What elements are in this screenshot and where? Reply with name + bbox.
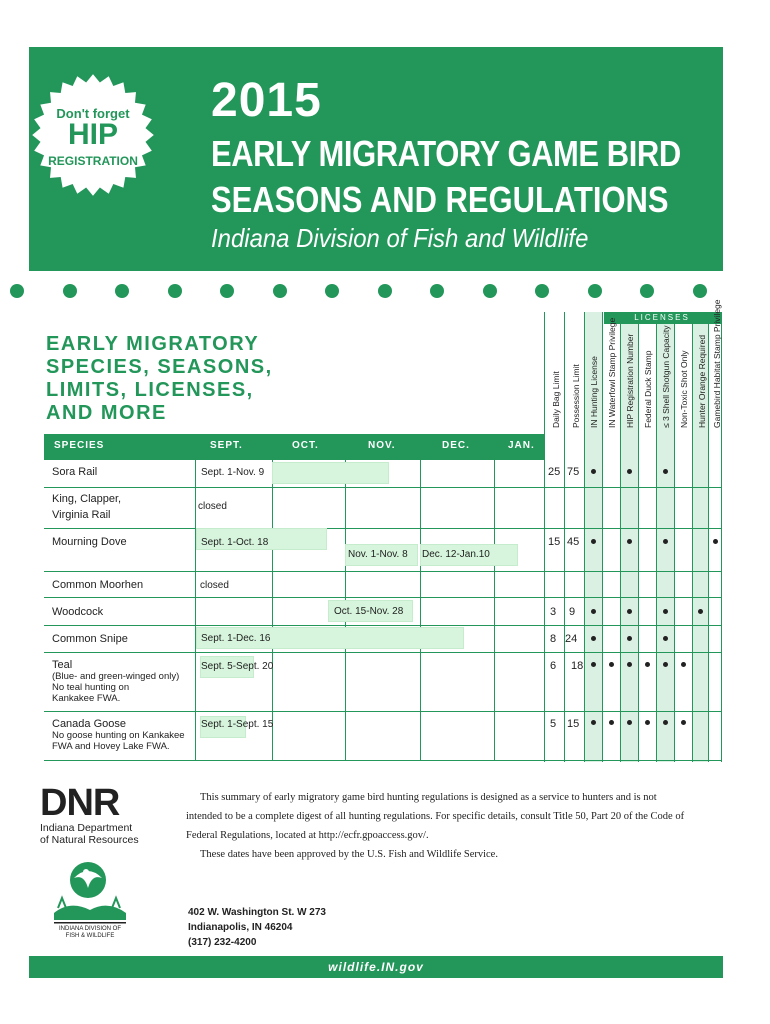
daily-bag-limit: 8	[550, 633, 557, 645]
decorative-dot	[693, 284, 707, 298]
possession-limit: 24	[565, 633, 578, 645]
license-label: Non-Toxic Shot Only	[679, 350, 689, 428]
decorative-dot	[168, 284, 182, 298]
daily-bag-limit: 6	[550, 660, 557, 672]
species-header: SPECIES	[54, 440, 105, 451]
row-divider	[44, 571, 722, 572]
licenses-group-header	[604, 312, 722, 324]
badge-line2: HIP	[67, 118, 118, 151]
possession-limit: 75	[567, 466, 580, 478]
section-heading-line: AND MORE	[46, 402, 167, 424]
license-required-dot	[609, 662, 614, 667]
month-grid-line	[420, 460, 421, 760]
decorative-dot	[325, 284, 339, 298]
license-required-dot	[627, 539, 632, 544]
daily-bag-limit: 25	[548, 466, 561, 478]
header-year: 2015	[211, 74, 322, 127]
license-required-dot	[663, 720, 668, 725]
section-heading-line: EARLY MIGRATORY	[46, 333, 260, 355]
month-header-sept: SEPT.	[210, 440, 243, 451]
season-bar	[272, 462, 389, 484]
summary-paragraph: These dates have been approved by the U.S. Fish and Wildlife Service.	[200, 849, 498, 860]
summary-text	[186, 788, 686, 864]
license-required-dot	[591, 539, 596, 544]
season-dates: Sept. 1-Oct. 18	[201, 537, 269, 548]
badge-line3: REGISTRATION	[48, 154, 138, 168]
address-line: Indianapolis, IN 46204	[188, 922, 293, 933]
season-dates: Oct. 15-Nov. 28	[334, 606, 404, 617]
daily-bag-limit: 5	[550, 718, 557, 730]
row-divider	[44, 711, 722, 712]
decorative-dot	[535, 284, 549, 298]
license-required-dot	[591, 469, 596, 474]
row-divider	[44, 760, 722, 761]
species-header-bar	[44, 434, 544, 460]
daily-bag-limit: 15	[548, 536, 561, 548]
footer-bar	[29, 956, 723, 978]
season-dates: Dec. 12-Jan.10	[422, 549, 490, 560]
license-required-dot	[627, 609, 632, 614]
decorative-dot	[640, 284, 654, 298]
row-divider	[44, 597, 722, 598]
dnr-logo	[40, 784, 139, 846]
license-required-dot	[663, 609, 668, 614]
license-required-dot	[681, 662, 686, 667]
license-required-dot	[681, 720, 686, 725]
month-header-oct: OCT.	[292, 440, 319, 451]
license-label: Federal Duck Stamp	[643, 350, 653, 428]
address-block	[188, 905, 326, 950]
species-name: Teal	[52, 659, 73, 671]
row-divider	[44, 652, 722, 653]
license-label: ≤ 3 Shell Shotgun Capacity	[661, 325, 671, 428]
dnr-sub-line1: Indiana Department	[40, 822, 133, 834]
species-name: Virginia Rail	[52, 509, 111, 521]
license-label: Possession Limit	[571, 364, 581, 428]
license-required-dot	[698, 609, 703, 614]
species-name: Common Snipe	[52, 633, 128, 645]
license-required-dot	[627, 469, 632, 474]
license-label: Gamebird Habitat Stamp Privilege	[712, 299, 722, 428]
website-link[interactable]: wildlife.IN.gov	[328, 960, 424, 974]
license-required-dot	[645, 720, 650, 725]
license-required-dot	[591, 662, 596, 667]
decorative-dot	[220, 284, 234, 298]
license-required-dot	[627, 662, 632, 667]
month-header-dec: DEC.	[442, 440, 470, 451]
dnr-logo-text: DNR	[40, 782, 120, 824]
month-grid-line	[195, 460, 196, 760]
season-dates: Nov. 1-Nov. 8	[348, 549, 408, 560]
fish-wildlife-logo	[50, 858, 130, 943]
summary-paragraph: This summary of early migratory game bird hunting regulations is designed as a service to hunters and is not intended to be a complete digest of all hunting regulations. For specific details, consult Title 50, Part 20 of the Code of Federal Regulations, located at http://ecfr.gpoaccess.gov/.	[186, 792, 685, 841]
header-title-line1: EARLY MIGRATORY GAME BIRD	[211, 133, 681, 174]
license-label: IN Waterfowl Stamp Privilege	[607, 317, 617, 428]
license-required-dot	[627, 720, 632, 725]
license-label: Hunter Orange Required	[697, 334, 707, 428]
season-dates: Sept. 5-Sept. 20	[201, 661, 274, 672]
month-header-nov: NOV.	[368, 440, 396, 451]
possession-limit: 9	[569, 606, 576, 618]
decorative-dot	[10, 284, 24, 298]
month-grid-line	[494, 460, 495, 760]
header-title-line2: SEASONS AND REGULATIONS	[211, 179, 669, 220]
decorative-dot-row	[10, 284, 720, 298]
section-heading	[46, 333, 296, 425]
possession-limit: 45	[567, 536, 580, 548]
section-heading-line: SPECIES, SEASONS,	[46, 356, 273, 378]
license-required-dot	[627, 636, 632, 641]
season-dates: Sept. 1-Sept. 15	[201, 719, 274, 730]
row-divider	[44, 528, 722, 529]
hip-badge	[28, 70, 158, 200]
badge-line1: Don't forget	[56, 106, 130, 121]
species-note: (Blue- and green-winged only) No teal hunting on Kankakee FWA.	[52, 671, 180, 704]
fish-wildlife-logo-text: INDIANA DIVISION OF FISH & WILDLIFE	[58, 926, 121, 939]
license-required-dot	[713, 539, 718, 544]
season-dates: closed	[200, 580, 229, 591]
license-required-dot	[663, 636, 668, 641]
address-line: 402 W. Washington St. W 273	[188, 907, 326, 918]
species-name: Woodcock	[52, 606, 104, 618]
license-required-dot	[663, 539, 668, 544]
license-required-dot	[591, 720, 596, 725]
license-label: Daily Bag Limit	[551, 371, 561, 428]
decorative-dot	[115, 284, 129, 298]
species-name: Canada Goose	[52, 718, 126, 730]
month-header-jan: JAN.	[508, 440, 535, 451]
season-dates: Sept. 1-Nov. 9	[201, 467, 265, 478]
license-required-dot	[591, 609, 596, 614]
license-required-dot	[609, 720, 614, 725]
decorative-dot	[430, 284, 444, 298]
license-required-dot	[645, 662, 650, 667]
decorative-dot	[588, 284, 602, 298]
species-note: No goose hunting on Kankakee FWA and Hovey Lake FWA.	[52, 730, 185, 752]
decorative-dot	[273, 284, 287, 298]
possession-limit: 15	[567, 718, 580, 730]
species-name: Mourning Dove	[52, 536, 127, 548]
header-subtitle: Indiana Division of Fish and Wildlife	[211, 223, 589, 253]
license-label: IN Hunting License	[589, 356, 599, 428]
daily-bag-limit: 3	[550, 606, 557, 618]
license-required-dot	[591, 636, 596, 641]
license-required-dot	[663, 662, 668, 667]
decorative-dot	[63, 284, 77, 298]
month-grid-line	[272, 460, 273, 760]
species-name: Common Moorhen	[52, 579, 144, 591]
species-name: King, Clapper,	[52, 493, 122, 505]
decorative-dot	[483, 284, 497, 298]
row-divider	[44, 625, 722, 626]
season-dates: closed	[198, 501, 227, 512]
address-line: (317) 232-4200	[188, 937, 257, 948]
row-divider	[44, 487, 722, 488]
licenses-group-label: LICENSES	[634, 313, 690, 322]
species-name: Sora Rail	[52, 466, 98, 478]
dnr-sub-line2: of Natural Resources	[40, 834, 139, 846]
possession-limit: 18	[571, 660, 584, 672]
decorative-dot	[378, 284, 392, 298]
season-dates: Sept. 1-Dec. 16	[201, 633, 271, 644]
section-heading-line: LIMITS, LICENSES,	[46, 379, 254, 401]
license-label: HIP Registration Number	[625, 333, 635, 428]
license-required-dot	[663, 469, 668, 474]
